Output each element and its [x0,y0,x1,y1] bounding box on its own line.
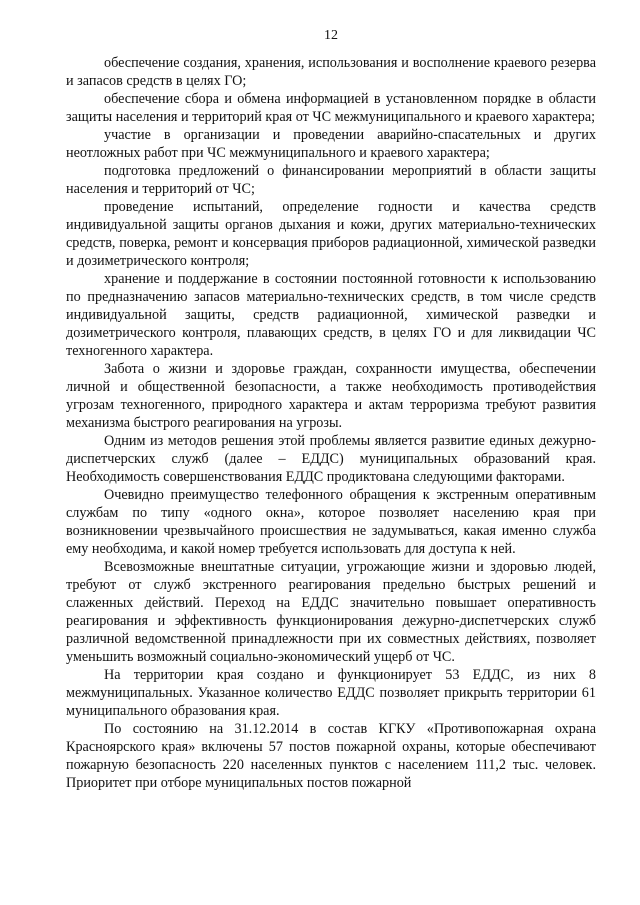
paragraph-financing-proposals: подготовка предложений о финансировании мероприятий в области защиты населения и территорий от ЧС; [66,163,596,197]
paragraph-reserve: обеспечение создания, хранения, использования и восполнение краевого резерва и запасов средств в целях ГО; [66,55,596,89]
document-page [66,28,596,792]
paragraph-rescue-works: участие в организации и проведении аварийно-спасательных и других неотложных работ при ЧС межмуниципального и краевого характера; [66,127,596,161]
paragraph-testing: проведение испытаний, определение годности и качества средств индивидуальной защиты органов дыхания и кожи, других материально-технических средств, поверка, ремонт и консервация приборов радиационной, химической разведки и дозиметрического контроля; [66,199,596,269]
paragraph-edds-count: На территории края создано и функционирует 53 ЕДДС, из них 8 межмуниципальных. Указанное количество ЕДДС позволяет прикрыть территории 61 муниципального образования края. [66,667,596,719]
paragraph-safety-care: Забота о жизни и здоровье граждан, сохранности имущества, обеспечении личной и общественной безопасности, а также необходимость противодействия угрозам техногенного, природного характера и актам терроризма требуют развития механизма быстрого реагирования на угрозы. [66,361,596,431]
paragraph-fire-protection: По состоянию на 31.12.2014 в состав КГКУ «Противопожарная охрана Красноярского края» включены 57 постов пожарной охраны, которые обеспечивают пожарную безопасность 220 населенных пунктов с населением 111,2 тыс. человек. Приоритет при отборе муниципальных постов пожарной [66,721,596,791]
paragraph-storage: хранение и поддержание в состоянии постоянной готовности к использованию по предназначению запасов материально-технических средств, в том числе средств индивидуальной защиты, средств радиационной, химической разведки и дозиметрического контроля, плавающих средств, в целях ГО и для ликвидации ЧС техногенного характера. [66,271,596,359]
paragraph-edds-development: Одним из методов решения этой проблемы является развитие единых дежурно-диспетчерских служб (далее – ЕДДС) муниципальных образований края. Необходимость совершенствования ЕДДС продиктована следующими факторами. [66,433,596,485]
paragraph-one-window: Очевидно преимущество телефонного обращения к экстренным оперативным службам по типу «одного окна», которое позволяет населению края при возникновении чрезвычайного происшествия не задумываться, какая именно служба ему необходима, и какой номер требуется использовать для доступа к ней. [66,487,596,557]
paragraph-information-exchange: обеспечение сбора и обмена информацией в установленном порядке в области защиты населения и территорий края от ЧС межмуниципального и краевого характера; [66,91,596,125]
page-number: 12 [324,28,338,43]
paragraph-emergency-situations: Всевозможные внештатные ситуации, угрожающие жизни и здоровью людей, требуют от служб экстренного реагирования предельно быстрых решений и слаженных действий. Переход на ЕДДС значительно повышает оперативность реагирования и эффективность функционирования дежурно-диспетчерских служб различной ведомственной принадлежности при их совместных действиях, позволяет уменьшить возможный социально-экономический ущерб от ЧС. [66,559,596,665]
